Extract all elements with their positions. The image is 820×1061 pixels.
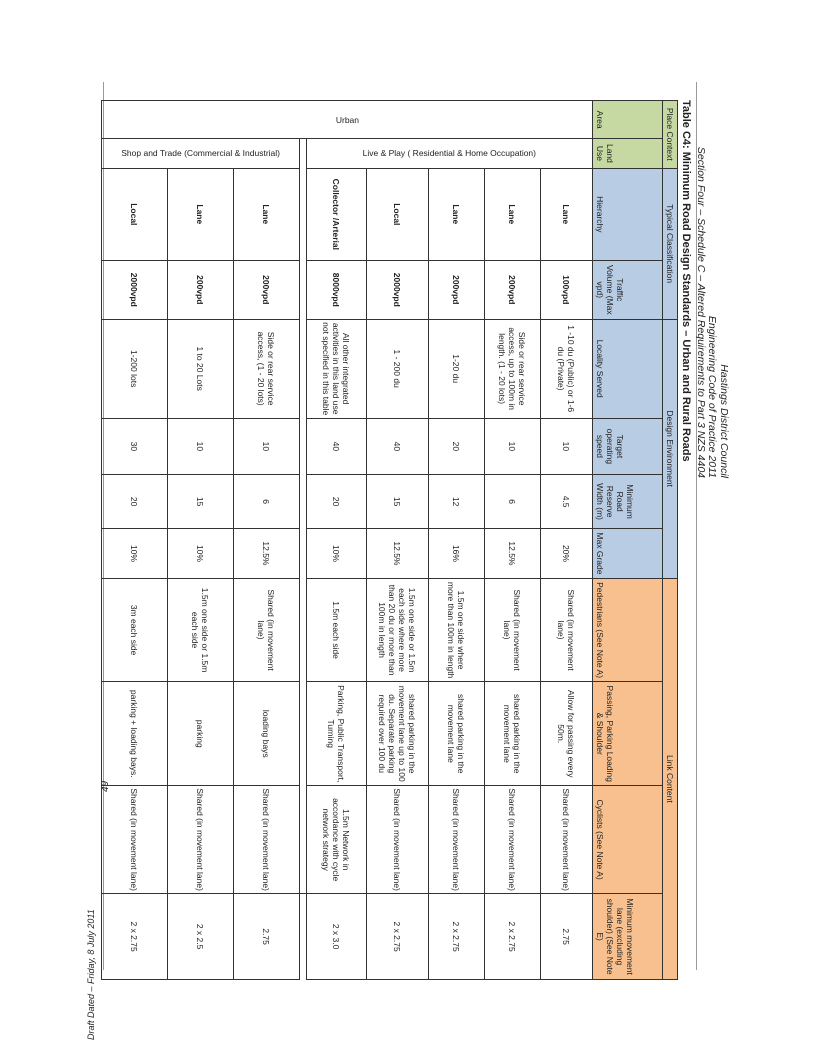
cell-pedestrians: 1.5m each side <box>307 578 367 682</box>
col-grade: Max Grade <box>593 529 663 579</box>
cell-pedestrians: 1.5m one side or 1.5m each side <box>168 578 234 682</box>
table-title: Table C4: Minimum Road Design Standards – Urban and Rural Roads <box>680 100 692 462</box>
cell-hierarchy: Lane <box>234 168 300 260</box>
cell-speed: 10 <box>168 418 234 474</box>
group-design-environment: Design Environment <box>663 319 678 578</box>
col-hierarchy: Hierarchy <box>593 168 663 260</box>
col-locality: Locality Served <box>593 319 663 418</box>
cell-grade: 10% <box>102 529 168 579</box>
cell-hierarchy: Lane <box>429 168 485 260</box>
cell-movement: 2.75 <box>541 894 593 980</box>
cell-speed: 30 <box>102 418 168 474</box>
cell-locality: 1 -10 du (Public) or 1-6 du (Private) <box>541 319 593 418</box>
cell-pedestrians: 1.5m one side or 1.5m each side where more than 20 du or more than 100m in length <box>367 578 429 682</box>
group-separator <box>300 101 307 980</box>
table-row <box>485 101 541 980</box>
col-reserve: Minimum Road Reserve Width (m) <box>593 475 663 529</box>
cell-cyclists: Shared (in movement lane) <box>541 786 593 894</box>
cell-cyclists: 1.5m Network in accordance with cycle network strategy <box>307 786 367 894</box>
col-land-use: Land Use <box>593 139 663 168</box>
land-use-cell-shop <box>102 139 300 168</box>
cell-passing: loading bays <box>234 682 300 786</box>
cell-hierarchy: Collector /Arterial <box>307 168 367 260</box>
cell-locality: 1-200 lots <box>102 319 168 418</box>
header-section: Section Four – Schedule C – Altered Requirements to Part 3 NZS 4404 <box>695 146 707 478</box>
col-movement: Minimum movement lane (excluding shoulder) (See Note E) <box>593 894 663 980</box>
cell-volume: 8000vpd <box>307 261 367 320</box>
cell-reserve: 6 <box>485 475 541 529</box>
road-standards-table <box>101 100 678 980</box>
cell-cyclists: Shared (in movement lane) <box>168 786 234 894</box>
col-traffic-volume: Traffic Volume (Max vpd) <box>593 261 663 320</box>
cell-pedestrians: 1.5m one side where more than 100m in length <box>429 578 485 682</box>
cell-grade: 10% <box>307 529 367 579</box>
col-pedestrians: Pedestrians (See Note A) <box>593 578 663 682</box>
cell-cyclists: Shared (in movement lane) <box>429 786 485 894</box>
cell-movement: 2 x 3.0 <box>307 894 367 980</box>
cell-movement: 2 x 2.75 <box>367 894 429 980</box>
cell-volume: 100vpd <box>541 261 593 320</box>
table-row <box>429 101 485 980</box>
table-row <box>168 101 234 980</box>
cell-passing: shared parking in the movement lane <box>485 682 541 786</box>
cell-hierarchy: Lane <box>168 168 234 260</box>
cell-cyclists: Shared (in movement lane) <box>102 786 168 894</box>
cell-reserve: 15 <box>367 475 429 529</box>
page-number: 49 <box>100 780 111 792</box>
cell-locality: 1 to 20 Lots <box>168 319 234 418</box>
land-use-live: Live & Play ( Residential & Home Occupation) <box>362 148 537 159</box>
table-row <box>541 101 593 980</box>
page-header <box>695 78 730 478</box>
area-cell <box>102 101 593 139</box>
area-label: Urban <box>335 114 359 125</box>
cell-reserve: 15 <box>168 475 234 529</box>
cell-reserve: 20 <box>102 475 168 529</box>
header-council: Hastings District Council <box>718 364 730 478</box>
cell-hierarchy: Local <box>102 168 168 260</box>
cell-volume: 200vpd <box>429 261 485 320</box>
cell-reserve: 4.5 <box>541 475 593 529</box>
cell-volume: 200vpd <box>485 261 541 320</box>
cell-movement: 2 x 2.75 <box>429 894 485 980</box>
group-place-context: Place Context <box>663 101 678 169</box>
page-footer <box>86 860 100 1040</box>
cell-speed: 40 <box>307 418 367 474</box>
cell-locality: Side or rear service access, up to 100m in length. (1 - 20 lots) <box>485 319 541 418</box>
cell-reserve: 12 <box>429 475 485 529</box>
land-use-shop: Shop and Trade (Commercial & Industrial) <box>121 148 280 159</box>
table-row <box>234 101 300 980</box>
table-row <box>307 101 367 980</box>
cell-movement: 2 x 2.75 <box>102 894 168 980</box>
cell-volume: 2000vpd <box>102 261 168 320</box>
cell-passing: Parking, Public Transport, Turning <box>307 682 367 786</box>
cell-passing: parking <box>168 682 234 786</box>
cell-speed: 10 <box>541 418 593 474</box>
cell-reserve: 6 <box>234 475 300 529</box>
cell-cyclists: Shared (in movement lane) <box>234 786 300 894</box>
cell-grade: 10% <box>168 529 234 579</box>
cell-volume: 200vpd <box>168 261 234 320</box>
group-typical-classification: Typical Classification <box>663 168 678 319</box>
cell-locality: Side or rear service access, (1 - 20 lots) <box>234 319 300 418</box>
cell-grade: 12.5% <box>485 529 541 579</box>
cell-passing: shared parking in the movement lane <box>429 682 485 786</box>
cell-locality: 1-20 du <box>429 319 485 418</box>
cell-cyclists: Shared (in movement lane) <box>367 786 429 894</box>
col-cyclists: Cyclists (See Note A) <box>593 786 663 894</box>
cell-grade: 20% <box>541 529 593 579</box>
table-row <box>102 101 168 980</box>
cell-hierarchy: Local <box>367 168 429 260</box>
draft-date: Draft Dated – Friday, 8 July 2011 <box>86 909 96 1040</box>
cell-locality: All other integrated activities in this land use not specified in this table <box>307 319 367 418</box>
cell-passing: shared parking in the movement lane up to 100 du. Separate parking required over 100 du <box>367 682 429 786</box>
cell-volume: 200vpd <box>234 261 300 320</box>
cell-locality: 1 - 200 du <box>367 319 429 418</box>
cell-pedestrians: Shared (in movement lane) <box>485 578 541 682</box>
cell-cyclists: Shared (in movement lane) <box>485 786 541 894</box>
header-code: Engineering Code of Practice 2011 <box>706 315 719 478</box>
cell-volume: 2000vpd <box>367 261 429 320</box>
cell-hierarchy: Lane <box>485 168 541 260</box>
cell-grade: 16% <box>429 529 485 579</box>
cell-reserve: 20 <box>307 475 367 529</box>
group-link-content: Link Content <box>663 578 678 979</box>
table-container <box>110 100 690 980</box>
cell-pedestrians: Shared (in movement lane) <box>234 578 300 682</box>
cell-movement: 2 x 2.75 <box>485 894 541 980</box>
cell-movement: 2.75 <box>234 894 300 980</box>
col-speed: Target operating speed <box>593 418 663 474</box>
cell-passing: Allow for passing every 50m. <box>541 682 593 786</box>
land-use-cell-live <box>307 139 593 168</box>
cell-grade: 12.5% <box>234 529 300 579</box>
cell-passing: parking + loading bays. <box>102 682 168 786</box>
col-passing: Passing, Parking Loading & Shoulder <box>593 682 663 786</box>
table-row <box>367 101 429 980</box>
cell-movement: 2 x 2.5 <box>168 894 234 980</box>
col-area: Area <box>593 101 663 139</box>
cell-speed: 20 <box>429 418 485 474</box>
cell-speed: 10 <box>234 418 300 474</box>
cell-pedestrians: 3m each side <box>102 578 168 682</box>
cell-grade: 12.5% <box>367 529 429 579</box>
cell-speed: 10 <box>485 418 541 474</box>
cell-pedestrians: Shared (in movement lane) <box>541 578 593 682</box>
cell-hierarchy: Lane <box>541 168 593 260</box>
cell-speed: 40 <box>367 418 429 474</box>
